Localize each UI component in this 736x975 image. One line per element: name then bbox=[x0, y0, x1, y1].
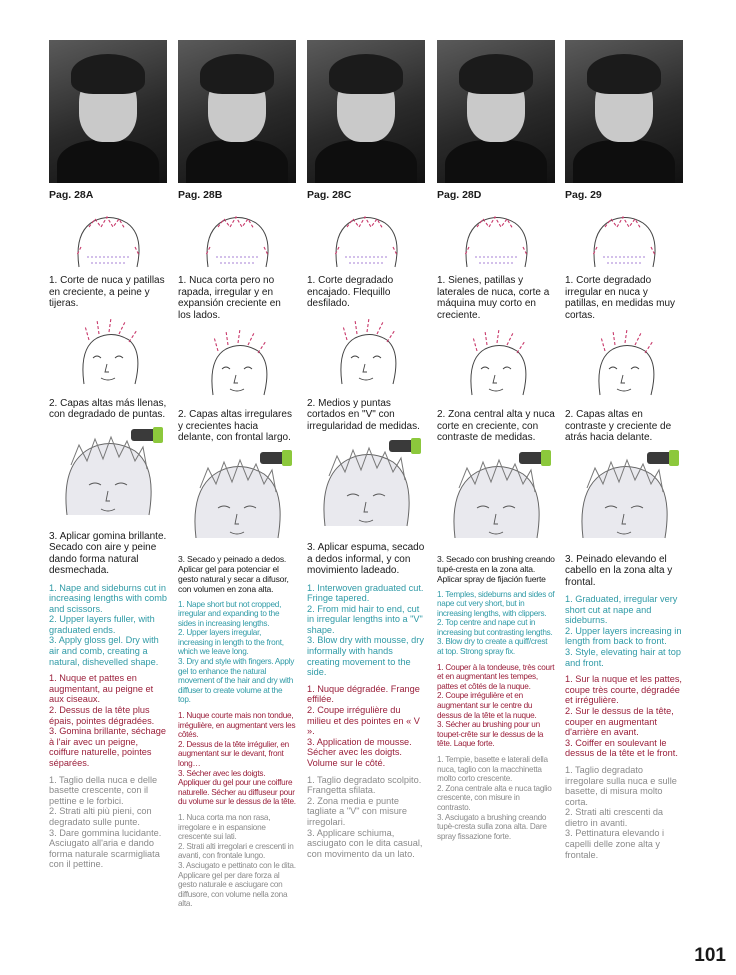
haircut-column bbox=[49, 40, 167, 870]
it-line: 3. Asciugato e pettinato con le dita. Applicare gel per dare forza al gesto naturale e asciugare con diffusore, con volume nella zona alta. bbox=[178, 860, 296, 909]
en-line: 1. Interwoven graduated cut. Fringe tapered. bbox=[307, 582, 424, 604]
styling-illustration bbox=[307, 436, 425, 540]
cut-diagram-sketch bbox=[178, 207, 296, 273]
page-reference: Pag. 28D bbox=[437, 189, 482, 201]
cut-diagram-sketch bbox=[437, 207, 555, 273]
french-instructions bbox=[307, 684, 425, 769]
step-1-text: 1. Nuca corta pero no rapada, irregular y en expansión creciente en los lados. bbox=[178, 275, 281, 321]
fr-line: 2. Coupe irrégulière et en augmentant sur le centre du dessus de la tête et la nuque. bbox=[437, 691, 537, 720]
page-number: 101 bbox=[694, 945, 726, 966]
model-photo bbox=[437, 40, 555, 183]
haircut-column bbox=[178, 40, 296, 909]
italian-instructions bbox=[178, 813, 296, 909]
english-instructions bbox=[307, 583, 425, 678]
fr-line: 1. Nuque et pattes en augmentant, au peigne et aux ciseaux. bbox=[49, 673, 154, 705]
english-instructions bbox=[49, 583, 167, 668]
layering-diagram-sketch bbox=[178, 325, 296, 407]
french-instructions bbox=[565, 674, 683, 759]
en-line: 2. Upper layers fuller, with graduated ends. bbox=[49, 614, 155, 635]
page-reference: Pag. 28B bbox=[178, 189, 223, 201]
en-line: 1. Graduated, irregular very short cut at nape and sideburns. bbox=[565, 594, 678, 626]
en-line: 3. Apply gloss gel. Dry with air and comb, creating a natural, dishevelled shape. bbox=[49, 635, 159, 667]
en-line: 1. Nape short but not cropped, irregular and expanding to the sides in increasing lengths. bbox=[178, 599, 282, 628]
layering-diagram-sketch bbox=[49, 314, 167, 396]
styling-illustration bbox=[437, 448, 555, 552]
fr-line: 3. Gomina brillante, séchage à l'air avec un peigne, coiffure naturelle, pointes séparées. bbox=[49, 726, 166, 768]
haircut-column bbox=[565, 40, 683, 860]
it-line: 1. Taglio della nuca e delle basette crescente, con il pettine e le forbici. bbox=[49, 774, 158, 806]
step-3-text: 3. Secado y peinado a dedos. Aplicar gel para potenciar el gesto natural y secar a difusor, con volumen en zona alta. bbox=[178, 553, 289, 594]
fr-line: 1. Sur la nuque et les pattes, coupe très courte, dégradée et irrégulière. bbox=[565, 674, 682, 706]
italian-instructions bbox=[307, 775, 425, 860]
layering-diagram-sketch bbox=[437, 325, 555, 407]
page-reference: Pag. 28A bbox=[49, 189, 94, 201]
model-photo bbox=[565, 40, 683, 183]
en-line: 1. Temples, sideburns and sides of nape cut very short, but in increasing lengths, with clippers. bbox=[437, 589, 555, 618]
it-line: 1. Taglio degradato irregolare sulla nuca e sulle basette, di misura molto corta. bbox=[565, 764, 677, 807]
en-line: 3. Blow dry to create a quiff/crest at top. Strong spray fix. bbox=[437, 637, 548, 657]
styling-illustration bbox=[565, 448, 683, 552]
step-3-text: 3. Aplicar espuma, secado a dedos informal, y con movimiento ladeado. bbox=[307, 542, 425, 576]
cut-diagram-sketch bbox=[565, 207, 683, 273]
fr-line: 2. Coupe irrégulière du milieu et des pointes en « V ». bbox=[307, 705, 420, 737]
fr-line: 3. Sécher au brushing pour un toupet-crête sur le dessus de la tête. Laque forte. bbox=[437, 720, 544, 749]
it-line: 3. Applicare schiuma, asciugato con le dita casual, con movimento da un lato. bbox=[307, 827, 423, 859]
it-line: 1. Nuca corta ma non rasa, irregolare e in espansione crescente sui lati. bbox=[178, 812, 271, 842]
en-line: 1. Nape and sideburns cut in increasing lengths with comb and scissors. bbox=[49, 582, 167, 614]
en-line: 2. Top centre and nape cut in increasing but contrasting lengths. bbox=[437, 618, 553, 637]
italian-instructions bbox=[437, 755, 555, 841]
english-instructions bbox=[565, 594, 683, 668]
fr-line: 2. Sur le dessus de la tête, couper en augmentant d'arrière en avant. bbox=[565, 705, 674, 738]
fr-line: 2. Dessus de la tête plus épais, pointes dégradées. bbox=[49, 705, 155, 726]
italian-instructions bbox=[565, 765, 683, 860]
model-photo bbox=[49, 40, 167, 183]
it-line: 2. Zona centrale alta e nuca taglio crescente, con misure in contrasto. bbox=[437, 783, 552, 812]
english-instructions bbox=[437, 590, 555, 657]
step-3-text: 3. Secado con brushing creando tupé-cresta en la zona alta. Aplicar spray de fijación fuerte bbox=[437, 553, 555, 584]
italian-instructions bbox=[49, 775, 167, 870]
fr-line: 1. Nuque courte mais non tondue, irrégulière, en augmentant vers les côtés. bbox=[178, 711, 296, 740]
haircut-column bbox=[307, 40, 425, 859]
step-2-text: 2. Capas altas más llenas, con degradado de puntas. bbox=[49, 397, 167, 420]
fr-line: 1. Nuque dégradée. Frange effilée. bbox=[307, 683, 420, 705]
cut-diagram-sketch bbox=[307, 207, 425, 273]
en-line: 3. Dry and style with fingers. Apply gel to enhance the natural movement of the hair and dry with diffuser to create volume at the top. bbox=[178, 657, 295, 705]
fr-line: 2. Dessus de la tête irrégulier, en augmentant sur le devant, front long… bbox=[178, 739, 289, 768]
fr-line: 1. Couper à la tondeuse, très court et en augmentant les tempes, pattes et côtés de la nuque. bbox=[437, 662, 555, 691]
styling-illustration bbox=[178, 448, 296, 552]
step-1-text: 1. Sienes, patillas y laterales de nuca, corte a máquina muy corto en creciente. bbox=[437, 275, 550, 321]
model-photo bbox=[178, 40, 296, 183]
it-line: 1. Tempie, basette e laterali della nuca, taglio con la macchinetta molto corto crescente. bbox=[437, 755, 548, 784]
fr-line: 3. Application de mousse. Sécher avec les doigts. Volume sur le côté. bbox=[307, 736, 412, 768]
it-line: 2. Strati alti irregolari e crescenti in avanti, con frontale lungo. bbox=[178, 841, 294, 861]
it-line: 3. Pettinatura elevando i capelli delle zone alta y frontale. bbox=[565, 828, 665, 860]
it-line: 3. Asciugato a brushing creando tupè-cresta sulla zona alta. Dare spray fissazione forte. bbox=[437, 812, 547, 841]
french-instructions bbox=[178, 711, 296, 807]
french-instructions bbox=[49, 673, 167, 768]
step-1-text: 1. Corte de nuca y patillas en creciente, a peine y tijeras. bbox=[49, 275, 165, 309]
step-3-text: 3. Aplicar gomina brillante. Secado con aire y peine dando forma natural desmechada. bbox=[49, 530, 167, 576]
cut-diagram-sketch bbox=[49, 207, 167, 273]
en-line: 3. Blow dry with mousse, dry informally with hands creating movement to the side. bbox=[307, 635, 424, 678]
french-instructions bbox=[437, 663, 555, 749]
fr-line: 3. Coiffer en soulevant le dessus de la tête et le front. bbox=[565, 737, 678, 759]
styling-illustration bbox=[49, 425, 167, 529]
haircut-column bbox=[437, 40, 555, 841]
en-line: 2. Upper layers irregular, increasing in length to the front, which we leave long. bbox=[178, 628, 284, 657]
model-photo bbox=[307, 40, 425, 183]
it-line: 2. Zona media e punte tagliate a "V" con misure irregolari. bbox=[307, 795, 407, 827]
english-instructions bbox=[178, 600, 296, 706]
page-reference: Pag. 29 bbox=[565, 189, 602, 201]
fr-line: 3. Sécher avec les doigts. Appliquer du gel pour une coiffure naturelle. Sécher au diffuseur pour du volume sur le dessus de la tête. bbox=[178, 768, 296, 807]
layering-diagram-sketch bbox=[565, 325, 683, 407]
step-3-text: 3. Peinado elevando el cabello en la zona alta y frontal. bbox=[565, 553, 673, 588]
step-2-text: 2. Capas altas irregulares y crecientes hacia delante, con frontal largo. bbox=[178, 409, 292, 443]
step-1-text: 1. Corte degradado encajado. Flequillo desfilado. bbox=[307, 275, 394, 309]
it-line: 2. Strati alti più pieni, con degradato sulle punte. bbox=[49, 806, 152, 827]
step-2-text: 2. Medios y puntas cortados en "V" con irregularidad de medidas. bbox=[307, 397, 420, 432]
it-line: 3. Dare gommina lucidante. Asciugato all'aria e dando forma naturale scarmigliata con il pettine. bbox=[49, 827, 162, 870]
en-line: 2. From mid hair to end, cut in irregular lengths into a "V" shape. bbox=[307, 603, 423, 635]
it-line: 1. Taglio degradato scolpito. Frangetta sfilata. bbox=[307, 774, 422, 796]
en-line: 2. Upper layers increasing in length from back to front. bbox=[565, 625, 682, 647]
it-line: 2. Strati alti crescenti da dietro in avanti. bbox=[565, 807, 664, 828]
step-1-text: 1. Corte degradado irregular en nuca y patillas, en medidas muy cortas. bbox=[565, 275, 676, 321]
en-line: 3. Style, elevating hair at top and front. bbox=[565, 646, 681, 668]
step-2-text: 2. Zona central alta y nuca corte en creciente, con contraste de medidas. bbox=[437, 409, 555, 443]
layering-diagram-sketch bbox=[307, 314, 425, 396]
step-2-text: 2. Capas altas en contraste y creciente de atrás hacia delante. bbox=[565, 409, 672, 443]
page-reference: Pag. 28C bbox=[307, 189, 352, 201]
